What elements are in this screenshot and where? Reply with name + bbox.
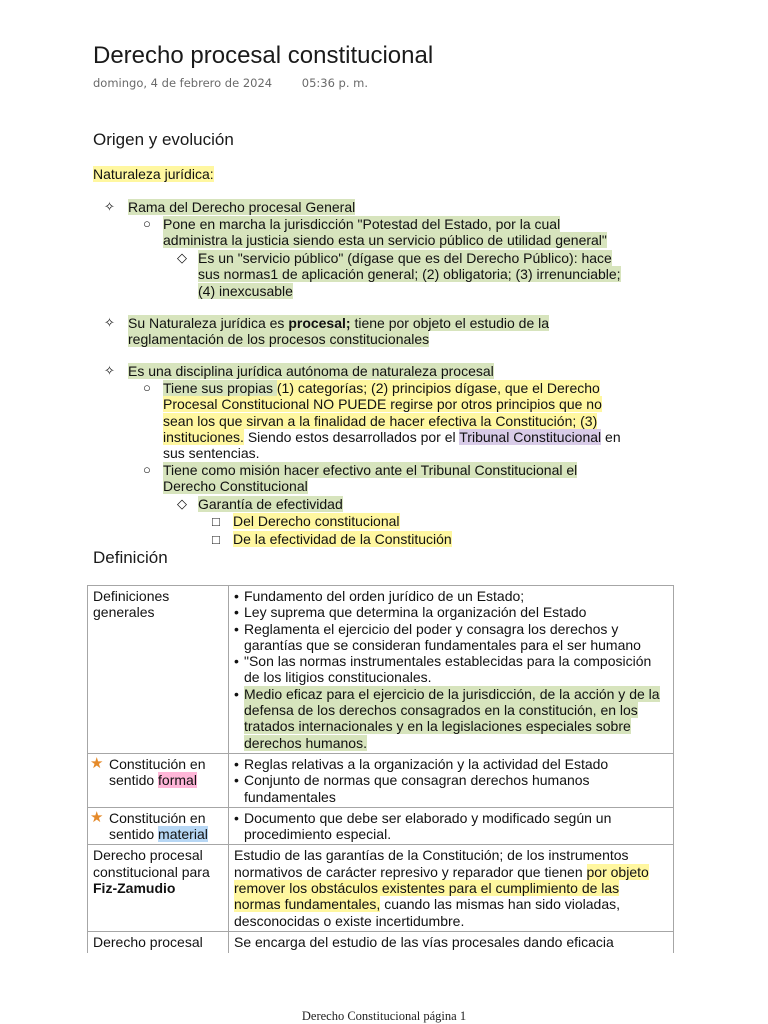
table-row [88,753,674,807]
table-list-item: • Documento que debe ser elaborado y modificado según un procedimiento especial. [234,810,669,843]
list-item-text: Tiene sus propias [163,380,277,396]
table-cell-content [229,807,674,845]
list-item-text: sean los que sirvan a la finalidad de hacer efectiva la Constitución; (3) [163,412,598,429]
list-item-text: en [601,428,621,445]
table-row [88,931,674,953]
cell-highlight: por objeto remover los obstáculos existentes para el cumplimiento de las normas fundamentales, [234,863,649,913]
label-text: Derecho procesal constitucional para [93,847,210,880]
table-cell-content [229,845,674,931]
table-row [88,586,674,754]
table-row [88,845,674,931]
label-text: Constitución en sentido [109,755,206,789]
table-cell-label [88,753,229,807]
sparkle-bullet-icon: ✧ [104,315,115,330]
list-item-text: Del Derecho constitucional [233,513,400,529]
list-item [163,380,621,461]
table-list-item-text: Medio eficaz para el ejercicio de la jurisdicción, de la acción y de la defensa de los derechos consagrados en la constitución, en los tratados internacionales y en la legislaciones especiales sobre derechos humanos. [244,685,660,751]
heading-origen: Origen y evolución [93,130,234,149]
page-time: 05:36 p. m. [301,76,369,90]
list-item [128,199,355,215]
table-cell-content [229,586,674,754]
list-item-text: Es una disciplina jurídica autónoma de naturaleza procesal [128,363,494,379]
table-list-item: • Reglas relativas a la organización y la actividad del Estado [234,756,669,772]
table-list-item: • Reglamenta el ejercicio del poder y consagra los derechos y garantías que se consideran fundamentales para el ser humano [234,621,669,654]
cell-text: Estudio de las garantías de la Constitución; de los instrumentos normativos de carácter represivo y reparador que tienen [234,847,629,880]
list-item [128,315,549,348]
table-cell-content [229,753,674,807]
list-item-text: Pone en marcha la jurisdicción "Potestad del Estado, por la cual [163,216,561,232]
diamond-bullet-icon: ◇ [177,496,187,511]
star-icon: ★ [90,808,104,826]
nature-label-text: Naturaleza jurídica: [93,166,214,182]
list-item-text: sus sentencias. [163,445,260,462]
label-highlight: material [158,826,208,843]
heading-definicion: Definición [93,548,168,567]
sparkle-bullet-icon: ✧ [104,363,115,378]
table-cell-label: Derecho procesal [88,931,229,953]
circle-bullet-icon: ○ [143,216,151,231]
list-item-text: Siendo estos desarrollados por el [243,428,460,445]
list-item [128,363,494,379]
sparkle-bullet-icon: ✧ [104,199,115,214]
circle-bullet-icon: ○ [143,462,151,477]
table-row [88,807,674,845]
table-cell-label: Definiciones generales [88,586,229,754]
list-item-text: (1) categorías; (2) principios dígase, que el Derecho [276,380,600,396]
list-item-text: (4) inexcusable [198,282,293,299]
list-item-text: De la efectividad de la Constitución [233,531,452,547]
cell-text: cuando las mismas han sido violadas, desconocidas o existe incertidumbre. [234,896,620,929]
table-list-item: • Ley suprema que determina la organización del Estado [234,604,669,620]
list-item-text: reglamentación de los procesos constitucionales [128,331,430,348]
nature-label [93,166,214,183]
list-item [198,250,621,299]
label-bold: Fiz-Zamudio [93,880,176,897]
table-list-item: • Conjunto de normas que consagran derechos humanos fundamentales [234,772,669,805]
table-cell-label [88,845,229,931]
label-highlight: formal [158,772,197,789]
square-bullet-icon: □ [212,532,220,547]
label-text: Constitución en sentido [109,809,206,843]
list-item-text: Derecho Constitucional [163,478,308,495]
list-item [233,531,452,547]
list-item-text: administra la justicia siendo esta un servicio público de utilidad general" [163,232,607,249]
list-item [233,513,400,529]
list-item [163,462,577,495]
table-list-item [234,686,669,751]
list-item-bold: procesal; [288,315,351,331]
list-item-text: Tribunal Constitucional [459,428,602,445]
list-item-text: sus normas1 de aplicación general; (2) obligatoria; (3) irrenunciable; [198,266,621,283]
diamond-bullet-icon: ◇ [177,250,187,265]
list-item-text: Tiene como misión hacer efectivo ante el Tribunal Constitucional el [163,462,578,478]
table-cell-label [88,807,229,845]
list-item [163,216,607,249]
page-date: domingo, 4 de febrero de 2024 [93,76,273,90]
list-item-text: Procesal Constitucional NO PUEDE regirse por otros principios que no [163,396,602,413]
list-item-text: Su Naturaleza jurídica es [128,315,289,331]
page-meta [93,76,394,90]
list-item-text: Rama del Derecho procesal General [128,199,356,215]
list-item [198,496,343,512]
table-list-item: • Fundamento del orden jurídico de un Estado; [234,588,669,604]
table-cell-content: Se encarga del estudio de las vías procesales dando eficacia [229,931,674,953]
list-item-text: Garantía de efectividad [198,496,343,512]
square-bullet-icon: □ [212,514,220,529]
list-item-text: tiene por objeto el estudio de la [350,315,550,331]
definitions-table [87,585,674,953]
table-list-item: • "Son las normas instrumentales establecidas para la composición de los litigios constitucionales. [234,653,669,686]
circle-bullet-icon: ○ [143,380,151,395]
page-title: Derecho procesal constitucional [93,42,434,69]
page-footer: Derecho Constitucional página 1 [301,1009,467,1023]
star-icon: ★ [90,754,104,772]
list-item-text: instituciones. [163,428,244,445]
list-item-text: Es un "servicio público" (dígase que es del Derecho Público): hace [198,250,612,266]
